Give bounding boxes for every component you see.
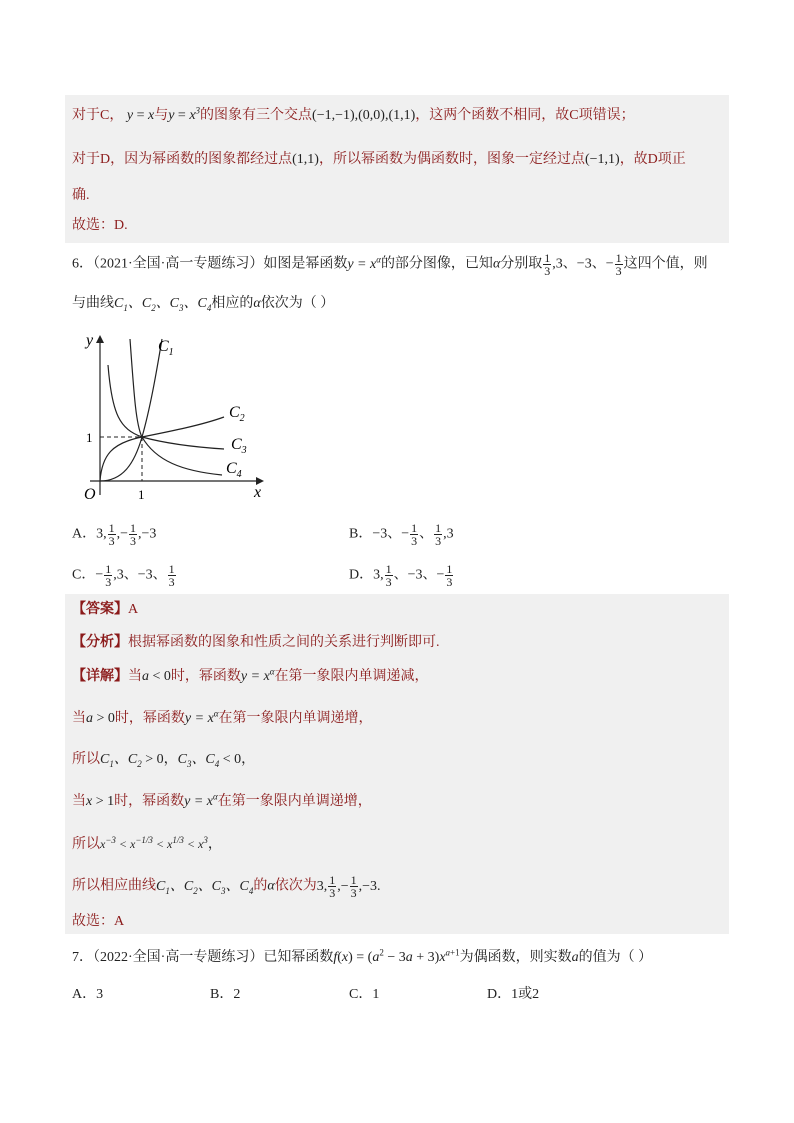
d-point1: (1,1) [292, 152, 319, 167]
d4c: 在第一象限内单调递增， [217, 794, 372, 809]
math: ， [207, 837, 222, 852]
math: $(x) = (a^2 - 3a + 3)x^{a+1}$ [337, 947, 460, 965]
c-tail: ，这两个函数不相同，故C项错误； [415, 108, 635, 123]
math: $y = x^\alpha$ [184, 708, 219, 726]
d-text1: 对于D，因为幂函数的图象都经过点 [72, 152, 293, 167]
q7-option-b[interactable]: B．2 [210, 987, 241, 1002]
d2c: 在第一象限内单调递增， [218, 711, 373, 726]
q6-stem2: 的部分图像，已知 [380, 256, 493, 272]
answer-tag: 【答案】 [72, 602, 128, 617]
c-points: (−1,−1),(0,0),(1,1) [312, 108, 416, 123]
analysis-tag: 【分析】 [72, 635, 128, 650]
math: a [86, 711, 93, 726]
q6-option-a[interactable]: A．3, $\frac{1}{3}$ ,− $\frac{1}{3}$ ,−3 [72, 521, 157, 548]
q6-answer [72, 600, 138, 620]
d4b: 时，幂函数 [114, 794, 185, 809]
q6-detail-4 [72, 792, 372, 812]
math: a [571, 950, 579, 965]
frac: $\frac{1}{3}$ [435, 521, 442, 548]
math: $C_1$、$C_2$ [100, 752, 142, 769]
frac: $\frac{1}{3}$ [411, 521, 418, 548]
math: $C_1$、$C_2$、$C_3$、$C_4$ [156, 878, 254, 896]
math-x3: $x^3$ [189, 105, 201, 123]
q6-stem6: 相应的 [211, 296, 254, 311]
frac: $\frac{1}{3}$ [108, 521, 115, 548]
q6-detail-2 [72, 709, 373, 729]
q6-stem3: 分别取 [500, 256, 543, 272]
q7-stem2: 为偶函数，则实数 [459, 950, 572, 965]
c1-label: $C_1$ [158, 338, 174, 358]
d3a: 所以 [72, 752, 100, 767]
d-point2: (−1,1) [584, 152, 620, 167]
math: < 0， [219, 752, 256, 767]
math: x [86, 794, 93, 809]
math: f [333, 950, 338, 965]
q6-final: 故选：A [72, 914, 125, 929]
d1c: 在第一象限内单调递减， [274, 669, 429, 684]
math: $C_3$、$C_4$ [177, 752, 220, 769]
c-label: 对于C， [72, 108, 124, 123]
analysis-choice: 故选：D. [72, 218, 128, 233]
q6-stem: 6．（2021·全国·高一专题练习）如图是幂函数$y = x^\alpha$的部分图像，已知α分别取 $\frac{1}{3}$ ,3、−3、− $\frac{1}{3}$ 这四个值，则 [72, 251, 708, 278]
q6-option-b[interactable]: B．−3、− $\frac{1}{3}$ 、 $\frac{1}{3}$ ,3 [349, 521, 454, 548]
frac: $\frac{1}{3}$ [168, 562, 175, 589]
d2b: 时，幂函数 [114, 711, 185, 726]
q7-stem [72, 948, 652, 968]
q6-detail-5 [72, 834, 222, 855]
q6-alpha: α [492, 256, 501, 272]
q7-stem3: 的值为（ ） [578, 950, 653, 965]
c3-label: $C_3$ [231, 436, 247, 456]
d6a: 所以相应曲线 [72, 878, 156, 894]
analysis-c-line: 对于C， y = x与$y = x^3$的图象有三个交点(−1,−1),(0,0),(1,1)，这两个函数不相同，故C项错误； [72, 105, 635, 123]
d-text3: ，故D项正 [619, 152, 686, 167]
q6-stem4: 这四个值，则 [623, 256, 708, 272]
answer-value: A [128, 602, 139, 617]
q6-detail-6 [72, 874, 381, 899]
math: > 1 [92, 794, 115, 809]
one-x-label: 1 [138, 487, 145, 502]
math: < 0 [149, 669, 171, 684]
d6b: 的 [253, 878, 268, 894]
y-label: y [86, 332, 94, 349]
math-x: x [147, 108, 155, 123]
q6-stem-line2 [72, 294, 334, 314]
d2a: 当 [72, 711, 86, 726]
math: a [142, 669, 149, 684]
q7-option-c[interactable]: C．1 [349, 987, 380, 1002]
d5a: 所以 [72, 837, 100, 852]
math: $x^{-3} < x^{-1/3} < x^{1/3} < x^3$ [100, 835, 208, 851]
q6-func: $y = x^\alpha$ [347, 254, 381, 272]
analysis-d-line2: 确. [72, 188, 90, 203]
q7-option-d[interactable]: D．1或2 [487, 987, 540, 1002]
q6-stem1: 6．（2021·全国·高一专题练习）如图是幂函数 [72, 256, 348, 272]
d-text2: ，所以幂函数为偶函数时，图象一定经过点 [318, 152, 585, 167]
one-y-label: 1 [86, 430, 93, 445]
q7-option-a[interactable]: A．3 [72, 987, 104, 1002]
q6-stem5: 与曲线 [72, 296, 114, 311]
d1b: 时，幂函数 [170, 669, 241, 684]
math-y-eq-x: y [126, 108, 134, 123]
d1a: 当 [128, 669, 142, 684]
opt-b-label: B． [349, 526, 373, 542]
math: 3, $\frac{1}{3}$ ,− $\frac{1}{3}$ ,−3. [316, 873, 381, 900]
q6-frac1: $\frac{1}{3}$ [544, 251, 551, 278]
frac: $\frac{1}{3}$ [446, 562, 453, 589]
d6c: 依次为 [274, 878, 317, 894]
math: > 0 [93, 711, 115, 726]
opt-c-label: C． [72, 567, 96, 583]
curve-c4 [130, 339, 222, 475]
q6-curves: $C_1$、$C_2$、$C_3$、$C_4$ [114, 296, 212, 313]
curve-c3 [108, 365, 224, 449]
math: α [267, 878, 275, 894]
frac: $\frac{1}{3}$ [130, 521, 137, 548]
origin-label: O [84, 486, 96, 503]
q7-stem1: 7．（2022·全国·高一专题练习）已知幂函数 [72, 950, 334, 965]
analysis-text: 根据幂函数的图象和性质之间的关系进行判断即可. [128, 635, 440, 650]
q6-analysis [72, 633, 440, 653]
d4a: 当 [72, 794, 86, 809]
math-eq2: = [174, 108, 190, 123]
math: > 0， [141, 752, 178, 767]
q6-option-c[interactable]: C．− $\frac{1}{3}$ ,3、−3、 $\frac{1}{3}$ [72, 562, 175, 589]
math: $y = x^\alpha$ [184, 791, 218, 809]
analysis-d-line [72, 150, 686, 170]
math: $y = x^\alpha$ [240, 666, 275, 684]
q6-detail-3 [72, 750, 255, 770]
math-eq: = [133, 108, 148, 123]
math-y: y [168, 108, 175, 123]
y-axis-arrow [96, 335, 104, 343]
curve-c2 [100, 417, 224, 481]
frac: $\frac{1}{3}$ [385, 562, 392, 589]
opt-a-label: A． [72, 526, 97, 542]
opt-d-label: D． [349, 567, 374, 583]
q6-detail-1 [72, 667, 429, 687]
c2-label: $C_2$ [229, 404, 245, 424]
power-function-graph [72, 325, 272, 505]
c-text: 的图象有三个交点 [200, 108, 313, 123]
x-label: x [254, 484, 262, 501]
q6-frac2: $\frac{1}{3}$ [615, 251, 622, 278]
c4-label: $C_4$ [226, 460, 242, 480]
q6-alpha2: α [253, 296, 261, 311]
q6-option-d[interactable]: D．3, $\frac{1}{3}$ 、−3、− $\frac{1}{3}$ [349, 562, 453, 589]
q6-stem7: 依次为（ ） [260, 296, 335, 311]
detail-tag: 【详解】 [72, 669, 128, 684]
frac: $\frac{1}{3}$ [105, 562, 112, 589]
